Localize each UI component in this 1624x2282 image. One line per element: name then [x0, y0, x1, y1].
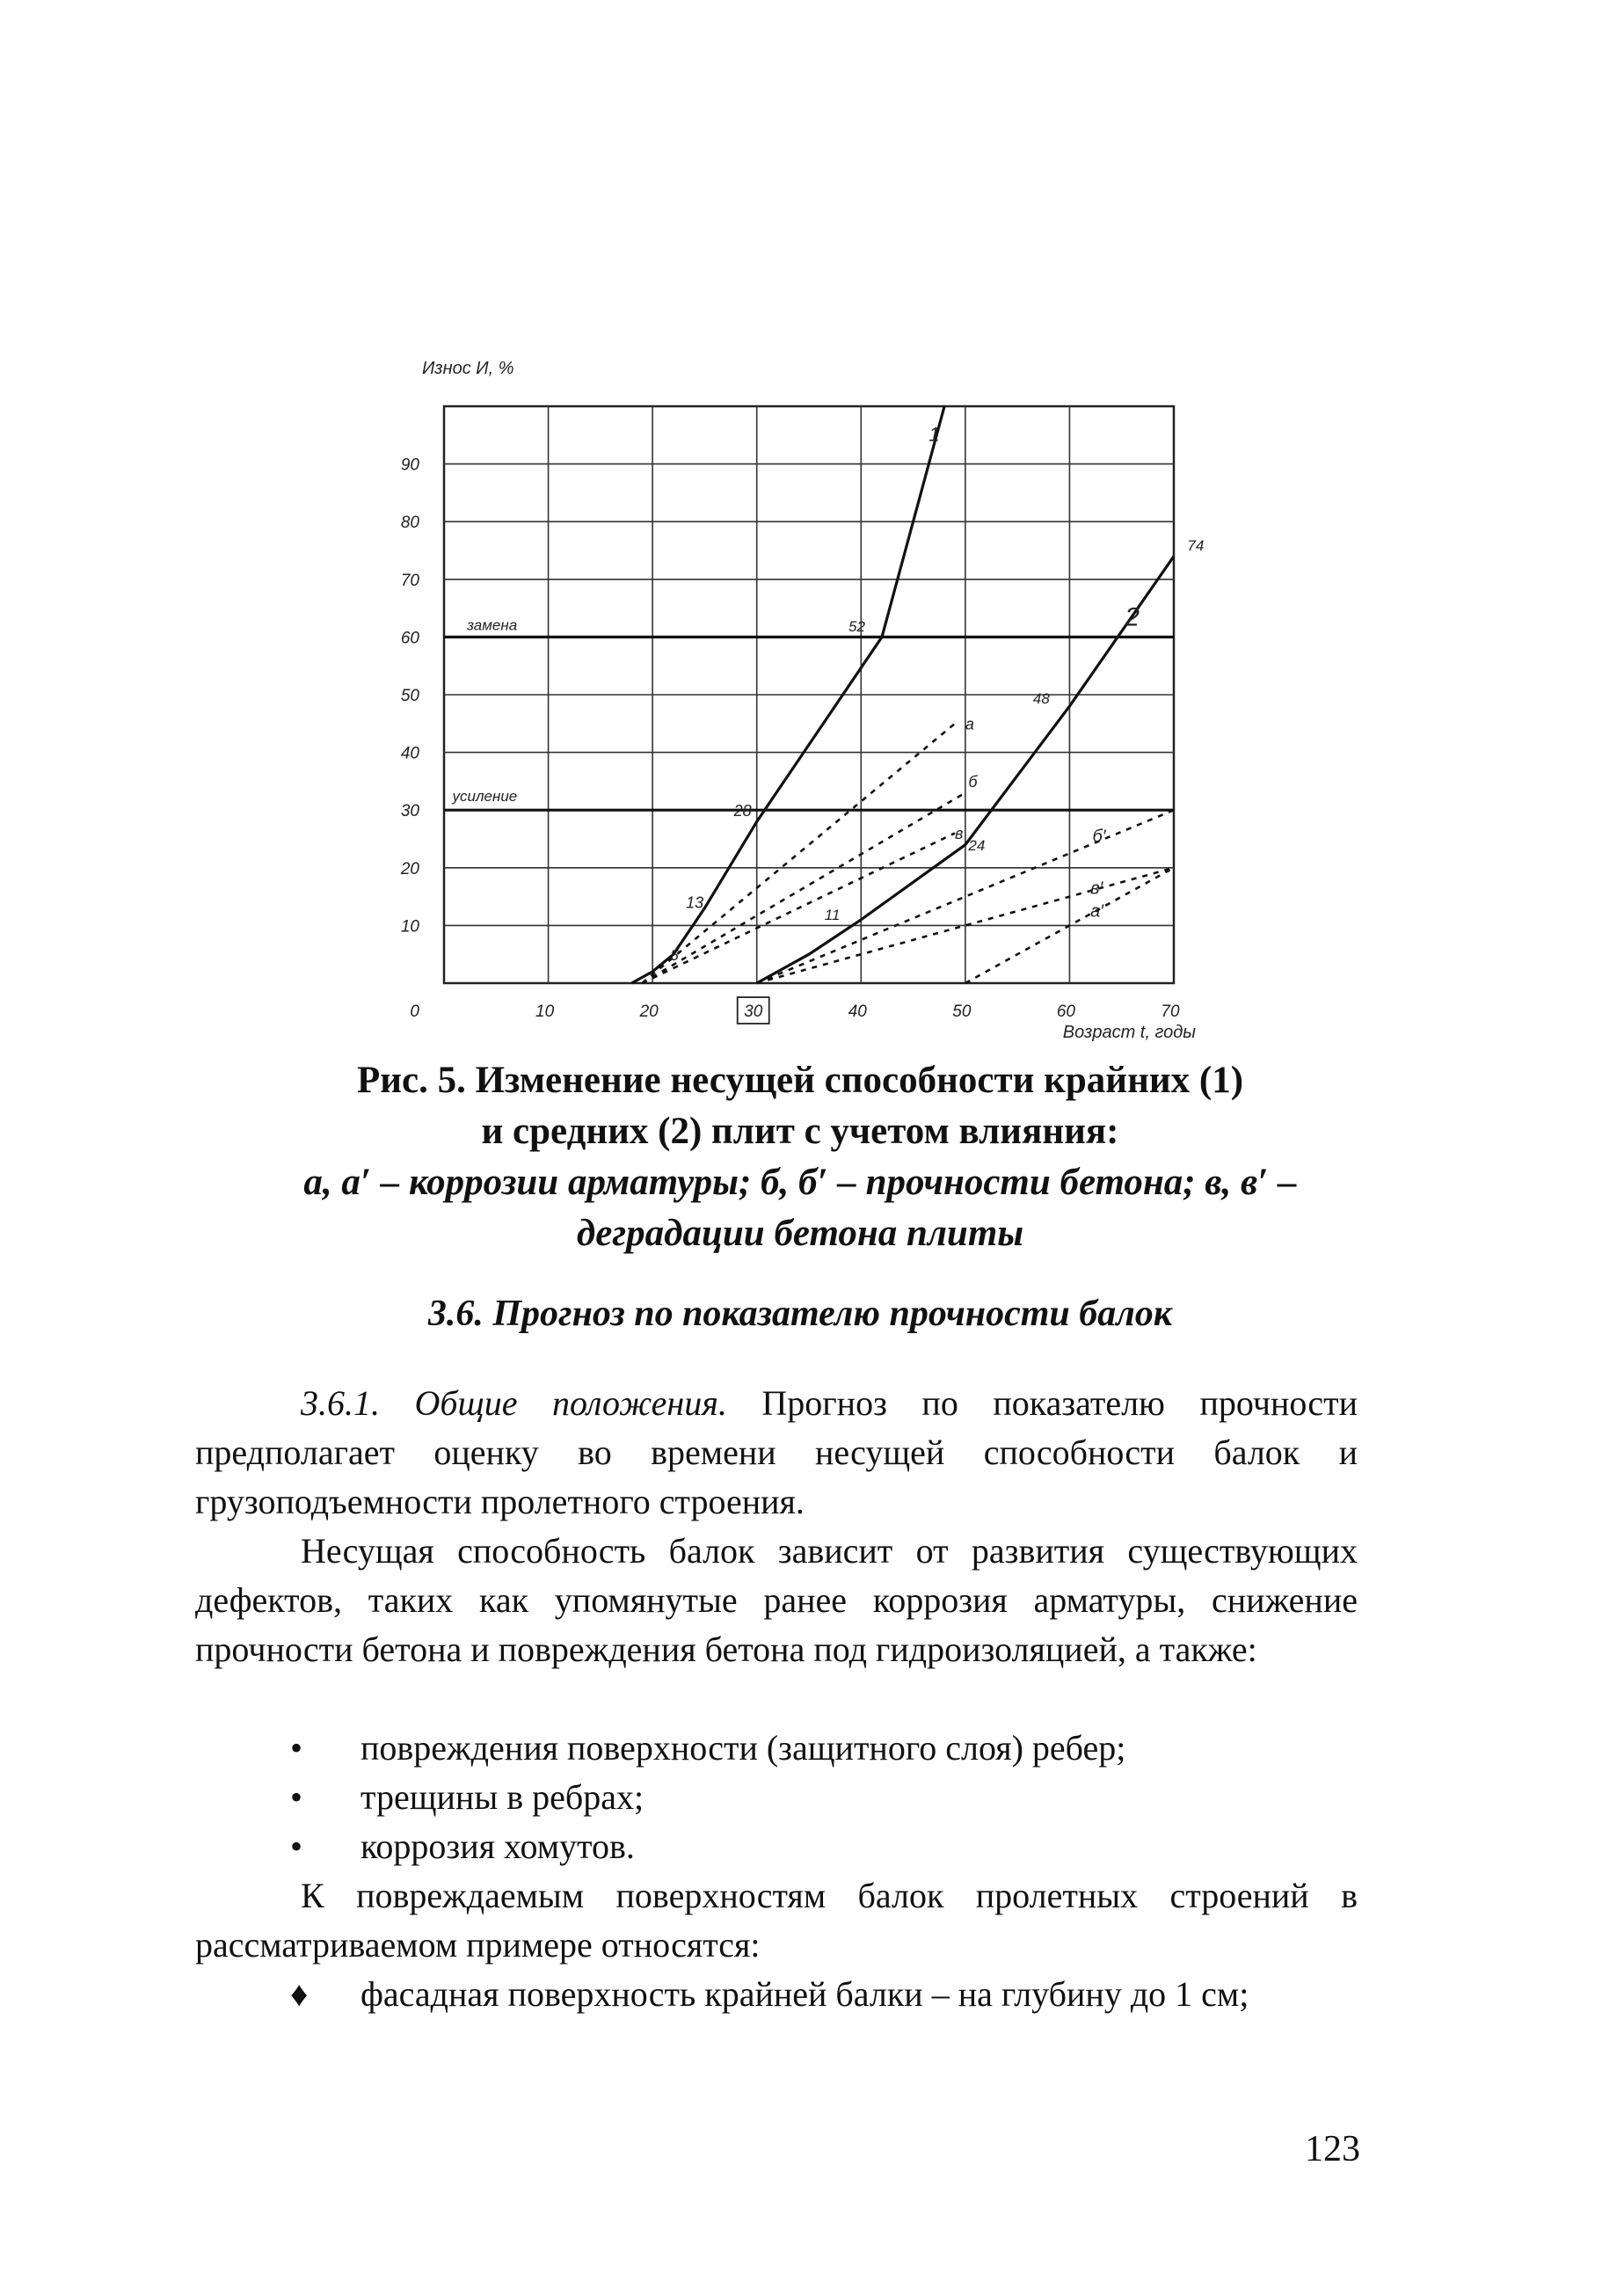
chart-labels: [451, 423, 1204, 963]
diamond-item-text: фасадная поверхность крайней балки – на глубину до 1 см;: [360, 1974, 1249, 2014]
y-tick-label: 0: [410, 1002, 419, 1021]
list-item-text: коррозия хомутов.: [360, 1826, 635, 1866]
list-item-text: повреждения поверхности (защитного слоя) ребер;: [360, 1728, 1126, 1768]
section-title: 3.6. Прогноз по показателю прочности балок: [427, 1294, 1173, 1334]
dashed-series-label: а′: [1090, 901, 1104, 922]
y-tick-label: 30: [400, 802, 419, 821]
curve-label-2: 2: [1125, 602, 1140, 632]
y-tick-label: 40: [400, 744, 419, 763]
dashed-series-label: б′: [1092, 827, 1106, 847]
level-label-strengthening: усиление: [452, 788, 518, 806]
x-axis-title: Возраст t, годы: [1062, 1023, 1196, 1042]
dashed-series-line: [642, 793, 965, 984]
diamond-list-item: [290, 1970, 1363, 2019]
figure-caption-line-2: и средних (2) плит с учетом влияния:: [481, 1111, 1119, 1152]
y-tick-label: 60: [400, 629, 419, 648]
point-label: 74: [1187, 537, 1205, 554]
x-tick-label: 50: [952, 1002, 972, 1021]
list-item: [290, 1773, 1363, 1822]
figure-caption-line-1: Рис. 5. Изменение несущей способности крайних (1): [356, 1060, 1244, 1101]
bullet-marker: •: [290, 1777, 303, 1817]
y-tick-label: 50: [400, 687, 419, 705]
list-item: [290, 1822, 1363, 1871]
point-label: 52: [848, 617, 865, 635]
dashed-series-label: в: [955, 825, 964, 842]
x-tick-label: 40: [848, 1002, 867, 1021]
x-tick-label: 70: [1161, 1002, 1180, 1021]
level-label-replacement: замена: [467, 616, 518, 634]
y-tick-label: 80: [400, 514, 419, 533]
damage-list: [290, 1724, 1363, 1871]
bullet-marker: •: [290, 1826, 303, 1866]
point-label: 48: [1032, 689, 1050, 707]
point-label: 28: [733, 801, 752, 820]
x-tick-label: 60: [1056, 1002, 1075, 1021]
paragraph-general-provisions: [195, 1379, 1358, 1527]
figure-caption-line-4: деградации бетона плиты: [576, 1213, 1024, 1254]
y-axis-title: Износ И, %: [422, 359, 514, 378]
bullet-marker: •: [290, 1728, 303, 1768]
x-tick-label: 20: [639, 1002, 659, 1021]
chart-ticks: [400, 456, 1180, 1024]
wear-chart: [369, 334, 1249, 1055]
y-tick-label: 10: [400, 917, 419, 937]
figure-caption-line-3: а, а′ – коррозии арматуры; б, б′ – прочности бетона; в, в′ –: [303, 1162, 1297, 1203]
chart-grid: [444, 406, 1174, 983]
x-tick-label: 10: [535, 1002, 555, 1021]
paragraph-lead: 3.6.1. Общие положения.: [301, 1383, 727, 1423]
list-item: [290, 1724, 1363, 1773]
point-label: 24: [968, 837, 986, 855]
list-item-text: трещины в ребрах;: [360, 1777, 645, 1817]
point-label: 13: [686, 893, 704, 912]
dashed-series-label: в′: [1090, 879, 1103, 899]
paragraph-damaged-surfaces: К повреждаемым поверхностям балок пролетных строений в рассматриваемом примере относятся:: [195, 1876, 1358, 1965]
point-label: 11: [824, 906, 841, 923]
dashed-series-label: а: [965, 715, 974, 733]
x-tick-label: 30: [744, 1002, 763, 1021]
paragraph-text: Прогноз по показателю прочности предполагает оценку во времени несущей способности балок и грузоподъемности пролетного строения.: [195, 1383, 1358, 1521]
threshold-lines: [444, 637, 1174, 810]
page-number: 123: [1305, 2129, 1360, 2169]
y-tick-label: 20: [400, 859, 419, 879]
dashed-series-label: б: [968, 772, 978, 791]
y-tick-label: 90: [400, 456, 419, 475]
y-tick-label: 70: [400, 571, 419, 590]
paragraph-bearing-capacity: Несущая способность балок зависит от развития существующих дефектов, таких как упомянутые ранее коррозия арматуры, снижение прочности бетона и повреждения бетона под гидроизоляцией, а также:: [195, 1531, 1358, 1669]
point-label: 5: [670, 946, 679, 964]
curve-label-1: 1: [929, 423, 940, 446]
diamond-marker: ♦: [290, 1974, 309, 2014]
